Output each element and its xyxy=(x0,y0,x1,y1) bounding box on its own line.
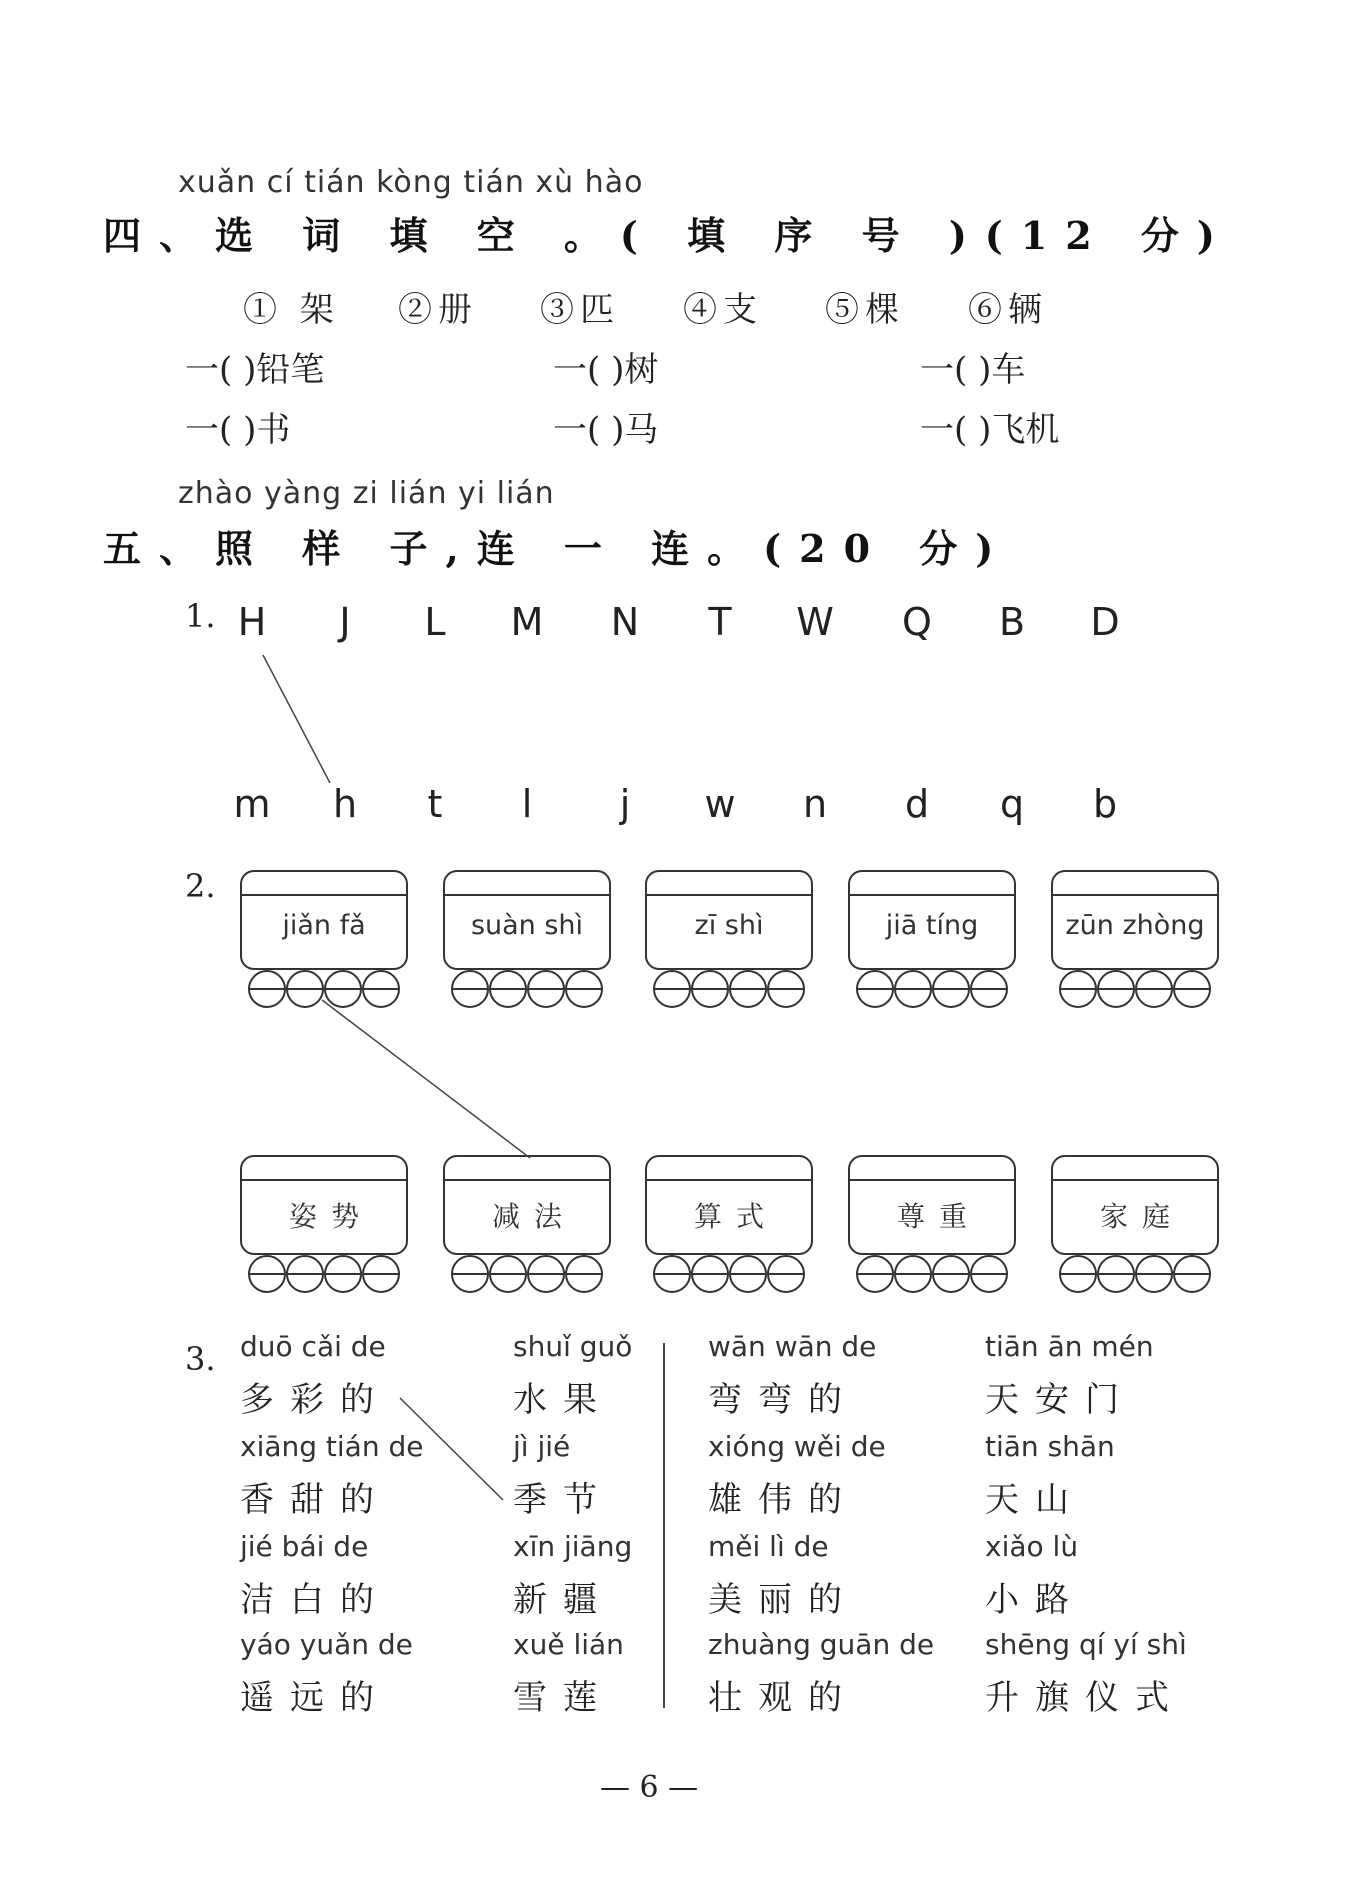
blank-car[interactable]: 一( )车 xyxy=(920,350,1026,390)
train-label: zūn zhòng xyxy=(1065,910,1205,941)
word-hanzi[interactable]: 洁白的 xyxy=(240,1580,390,1620)
word-hanzi[interactable]: 遥远的 xyxy=(240,1678,390,1718)
word-hanzi[interactable]: 壮观的 xyxy=(708,1678,858,1718)
word-hanzi[interactable]: 雄伟的 xyxy=(708,1480,858,1520)
word-pinyin: měi lì de xyxy=(708,1530,829,1563)
lowercase-letter-0[interactable]: m xyxy=(233,782,271,826)
lowercase-letter-3[interactable]: l xyxy=(521,782,533,826)
train-label: 尊重 xyxy=(896,1200,981,1233)
word-hanzi[interactable]: 小路 xyxy=(985,1580,1085,1620)
uppercase-letter-2[interactable]: L xyxy=(424,600,446,644)
section5-pinyin: zhào yàng zi lián yi lián xyxy=(178,476,555,511)
uppercase-letter-7[interactable]: Q xyxy=(902,600,932,644)
word-hanzi[interactable]: 弯弯的 xyxy=(708,1380,858,1420)
q3-number: 3. xyxy=(185,1340,216,1378)
lowercase-letter-1[interactable]: h xyxy=(332,782,358,826)
word-hanzi[interactable]: 升旗仪式 xyxy=(985,1678,1185,1718)
lowercase-letter-2[interactable]: t xyxy=(427,782,443,826)
option-6: ⑥辆 xyxy=(968,290,1048,330)
option-4: ④支 xyxy=(683,290,763,330)
lowercase-letter-4[interactable]: j xyxy=(619,782,631,826)
lowercase-letter-5[interactable]: w xyxy=(704,782,736,826)
option-5: ⑤棵 xyxy=(825,290,905,330)
word-hanzi[interactable]: 多彩的 xyxy=(240,1380,390,1420)
train-label: 算式 xyxy=(693,1200,778,1233)
uppercase-letter-3[interactable]: M xyxy=(510,600,544,644)
blank-plane[interactable]: 一( )飞机 xyxy=(920,410,1060,450)
q1-number: 1. xyxy=(185,597,216,635)
word-pinyin: tiān ān mén xyxy=(985,1330,1154,1363)
uppercase-letter-1[interactable]: J xyxy=(339,600,351,644)
word-pinyin: jié bái de xyxy=(240,1530,369,1563)
uppercase-letter-8[interactable]: B xyxy=(998,600,1026,644)
word-pinyin: shuǐ guǒ xyxy=(513,1330,633,1363)
word-hanzi[interactable]: 天安门 xyxy=(985,1380,1135,1420)
word-pinyin: xiǎo lù xyxy=(985,1530,1079,1563)
uppercase-letter-4[interactable]: N xyxy=(610,600,640,644)
word-pinyin: jì jié xyxy=(513,1430,571,1463)
lowercase-letter-8[interactable]: q xyxy=(999,782,1025,826)
option-2: ②册 xyxy=(398,290,478,330)
section4-title: 四、选 词 填 空 。( 填 序 号 )(12 分) xyxy=(103,213,1233,258)
word-hanzi[interactable]: 香甜的 xyxy=(240,1480,390,1520)
word-pinyin: yáo yuǎn de xyxy=(240,1628,413,1661)
q2-number: 2. xyxy=(185,867,216,905)
blank-book[interactable]: 一( )书 xyxy=(185,410,291,450)
page-number: — 6 — xyxy=(600,1770,699,1805)
word-hanzi[interactable]: 雪莲 xyxy=(513,1678,613,1718)
train-label: 姿势 xyxy=(288,1200,373,1233)
train-label: 减法 xyxy=(491,1200,576,1233)
uppercase-letter-0[interactable]: H xyxy=(237,600,267,644)
word-hanzi[interactable]: 美丽的 xyxy=(708,1580,858,1620)
example-line-q2 xyxy=(322,1000,530,1158)
word-hanzi[interactable]: 季节 xyxy=(513,1480,613,1520)
train-label: 家庭 xyxy=(1099,1200,1184,1233)
blank-tree[interactable]: 一( )树 xyxy=(553,350,659,390)
word-pinyin: zhuàng guān de xyxy=(708,1628,935,1661)
word-pinyin: xīn jiāng xyxy=(513,1530,633,1563)
word-pinyin: tiān shān xyxy=(985,1430,1115,1463)
lowercase-letter-9[interactable]: b xyxy=(1092,782,1118,826)
word-pinyin: duō cǎi de xyxy=(240,1330,386,1363)
uppercase-letter-9[interactable]: D xyxy=(1090,600,1120,644)
blank-pencil[interactable]: 一( )铅笔 xyxy=(185,350,325,390)
word-hanzi[interactable]: 天山 xyxy=(985,1480,1085,1520)
section5-title: 五、照 样 子,连 一 连。(20 分) xyxy=(103,526,1012,571)
example-line-q3 xyxy=(400,1398,503,1500)
word-pinyin: wān wān de xyxy=(708,1330,877,1363)
train-label: suàn shì xyxy=(470,910,584,941)
word-pinyin: xióng wěi de xyxy=(708,1430,886,1463)
train-label: zī shì xyxy=(694,910,764,941)
word-hanzi[interactable]: 新疆 xyxy=(513,1580,613,1620)
train-label: jiǎn fǎ xyxy=(282,910,366,941)
section4-pinyin: xuǎn cí tián kòng tián xù hào xyxy=(178,165,644,200)
word-hanzi[interactable]: 水果 xyxy=(513,1380,613,1420)
example-line-q1 xyxy=(263,655,330,783)
word-pinyin: xuě lián xyxy=(513,1628,624,1661)
uppercase-letter-6[interactable]: W xyxy=(796,600,834,644)
word-pinyin: shēng qí yí shì xyxy=(985,1628,1187,1661)
word-pinyin: xiāng tián de xyxy=(240,1430,424,1463)
uppercase-letter-5[interactable]: T xyxy=(708,600,732,644)
train-label: jiā tíng xyxy=(885,910,979,941)
option-3: ③匹 xyxy=(540,290,620,330)
option-1: ① 架 xyxy=(243,290,340,330)
lowercase-letter-7[interactable]: d xyxy=(904,782,930,826)
blank-horse[interactable]: 一( )马 xyxy=(553,410,659,450)
lowercase-letter-6[interactable]: n xyxy=(802,782,828,826)
